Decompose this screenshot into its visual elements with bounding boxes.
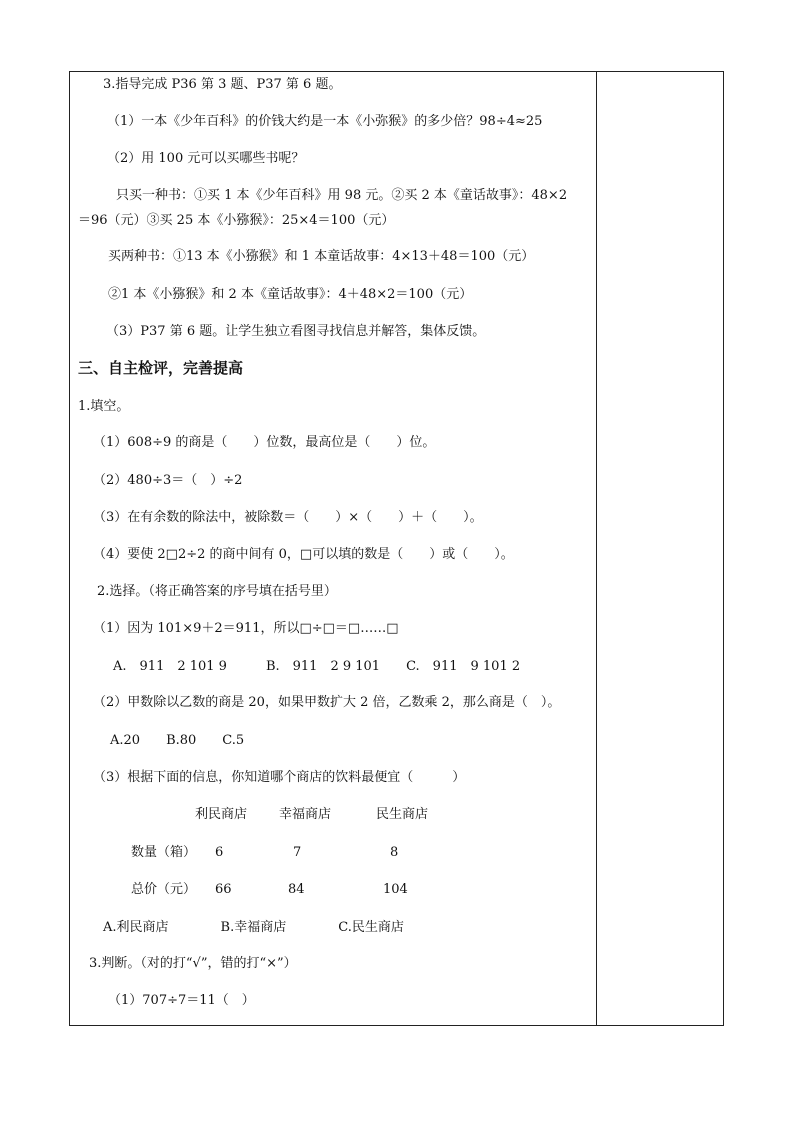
exercise-title: 2.选择。（将正确答案的序号填在括号里） [97,584,337,599]
table-cell: 66 [215,882,232,897]
table-cell: 6 [215,845,224,860]
exercise-item: （3）在有余数的除法中，被除数＝（ ）×（ ）＋（ ）。 [93,510,483,525]
answer-line: 只买一种书：①买 1 本《少年百科》用 98 元。②买 2 本《童话故事》：48×2 [116,188,568,203]
choice-options: A. 911 2 101 9 B. 911 2 9 101 C. 911 9 101 2 [113,659,521,674]
column-divider [596,71,597,1026]
choice-options: A.20 B.80 C.5 [110,733,245,748]
exercise-item: （3）根据下面的信息，你知道哪个商店的饮料最便宜（ ） [93,770,466,785]
question-line: （2）用 100 元可以买哪些书呢？ [107,151,305,166]
answer-line: ＝96（元）③买 25 本《小猕猴》：25×4＝100（元） [78,213,395,228]
section-heading: 三、自主检评，完善提高 [78,359,244,377]
table-cell: 104 [383,882,408,897]
answer-line: ②1 本《小猕猴》和 2 本《童话故事》：4＋48×2＝100（元） [108,287,473,302]
table-cell: 84 [288,882,305,897]
row-label: 数量（箱） [131,845,197,860]
exercise-item: （2）甲数除以乙数的商是 20，如果甲数扩大 2 倍，乙数乘 2，那么商是（ ）。 [93,695,561,710]
table-cell: 7 [293,845,302,860]
exercise-title: 1.填空。 [78,399,130,414]
question-line: （1）一本《少年百科》的价钱大约是一本《小弥猴》的多少倍？98÷4≈25 [107,114,543,129]
shop-header: 幸福商店 [279,807,332,822]
exercise-item: （2）480÷3＝（ ）÷2 [93,473,243,488]
exercise-item: （1）608÷9 的商是（ ）位数，最高位是（ ）位。 [93,435,436,450]
shop-header: 民生商店 [376,807,429,822]
exercise-item: （4）要使 2□2÷2 的商中间有 0，□可以填的数是（ ）或（ ）。 [93,547,514,562]
table-cell: 8 [390,845,399,860]
exercise-title: 3.判断。（对的打“√”，错的打“×”） [89,956,297,971]
row-label: 总价（元） [131,882,197,897]
exercise-item: （1）因为 101×9＋2＝911，所以□÷□＝□……□ [93,621,399,636]
choice-options: A.利民商店 B.幸福商店 C.民生商店 [103,920,404,935]
shop-header: 利民商店 [195,807,248,822]
exercise-item: （1）707÷7＝11（ ） [108,993,255,1008]
question-line: （3）P37 第 6 题。让学生独立看图寻找信息并解答，集体反馈。 [106,324,486,339]
answer-line: 买两种书：①13 本《小猕猴》和 1 本童话故事：4×13＋48＝100（元） [108,249,535,264]
guide-line: 3.指导完成 P36 第 3 题、P37 第 6 题。 [103,77,342,92]
